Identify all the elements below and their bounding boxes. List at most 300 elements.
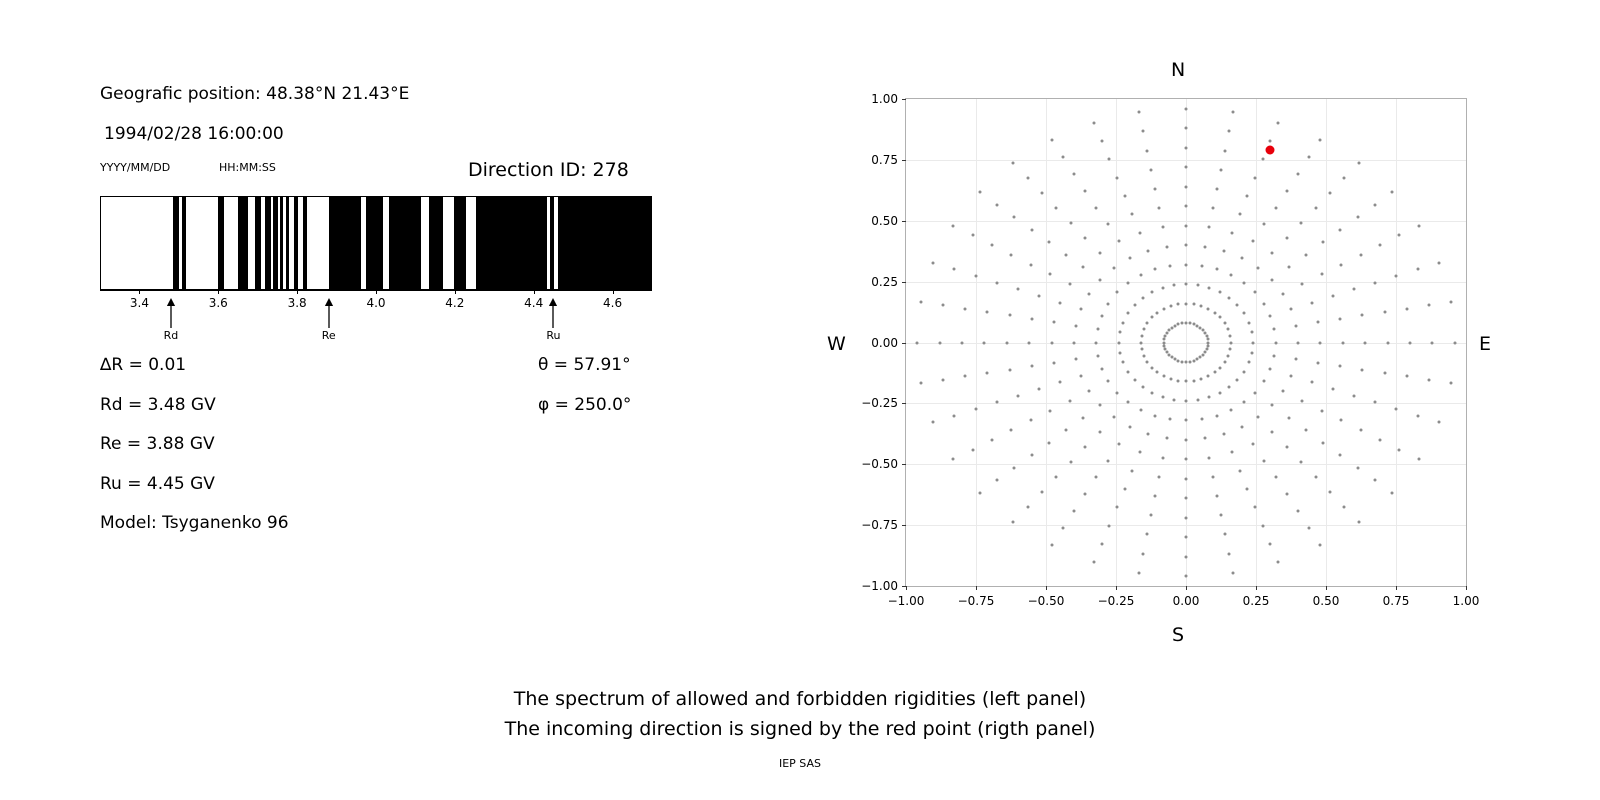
direction-dot <box>1251 351 1254 354</box>
direction-dot <box>1181 322 1184 325</box>
y-tick-label: −0.50 <box>861 457 898 472</box>
direction-dot <box>1185 127 1188 130</box>
direction-dot <box>1116 291 1119 294</box>
direction-dot <box>1049 273 1052 276</box>
direction-dot <box>1301 283 1304 286</box>
direction-dot <box>1150 366 1153 369</box>
direction-dot <box>1287 416 1290 419</box>
direction-dot <box>1361 314 1364 317</box>
direction-dot <box>1142 552 1145 555</box>
direction-dot <box>932 261 935 264</box>
x-tick-label: −0.75 <box>957 594 995 608</box>
direction-dot <box>1162 307 1165 310</box>
direction-dot <box>1305 429 1308 432</box>
direction-dot <box>1270 404 1273 407</box>
y-tick-label: −0.75 <box>861 518 898 533</box>
direction-dot <box>1173 358 1176 361</box>
direction-dot <box>995 401 998 404</box>
direction-dot <box>1207 375 1210 378</box>
direction-dot <box>1285 237 1288 240</box>
direction-dot <box>1084 189 1087 192</box>
direction-dot <box>1138 571 1141 574</box>
datetime-label: 1994/02/28 16:00:00 <box>104 124 284 144</box>
x-tick-label: −0.50 <box>1027 594 1065 608</box>
gridline-horizontal <box>906 160 1466 161</box>
direction-dot <box>1037 388 1040 391</box>
direction-dot <box>1113 416 1116 419</box>
direction-dot <box>1230 451 1233 454</box>
direction-dot <box>1149 168 1152 171</box>
direction-dot <box>1061 155 1064 158</box>
direction-dot <box>1177 323 1180 326</box>
axis-tick <box>218 290 219 294</box>
direction-dot <box>1058 381 1061 384</box>
direction-dot <box>1177 303 1180 306</box>
direction-dot <box>1427 304 1430 307</box>
direction-dot <box>1185 497 1188 500</box>
direction-dot <box>1242 281 1245 284</box>
direction-dot <box>1227 328 1230 331</box>
direction-dot <box>1100 140 1103 143</box>
direction-dot <box>1332 294 1335 297</box>
direction-dot <box>1084 237 1087 240</box>
date-format-hint: YYYY/MM/DD <box>100 161 171 174</box>
direction-dot <box>1117 442 1120 445</box>
direction-dot <box>1212 475 1215 478</box>
direction-dot <box>1339 317 1342 320</box>
direction-dot <box>1322 241 1325 244</box>
direction-dot <box>1099 278 1102 281</box>
direction-dot <box>1185 516 1188 519</box>
direction-dot <box>1181 360 1184 363</box>
direction-dot <box>1084 493 1087 496</box>
direction-dot <box>1269 140 1272 143</box>
direction-dot <box>991 244 994 247</box>
direction-dot <box>1162 338 1165 341</box>
direction-dot <box>1170 356 1173 359</box>
y-axis-tick <box>902 343 906 344</box>
direction-dot <box>1163 348 1166 351</box>
direction-dot <box>1216 188 1219 191</box>
direction-dot <box>1317 361 1320 364</box>
direction-dot <box>1127 281 1130 284</box>
direction-dot <box>1320 409 1323 412</box>
direction-dot <box>995 281 998 284</box>
direction-dot <box>1165 351 1168 354</box>
axis-tick <box>376 290 377 294</box>
direction-dot <box>1378 438 1381 441</box>
direction-dot <box>1200 264 1203 267</box>
direction-dot <box>1185 399 1188 402</box>
direction-dot <box>1453 341 1456 344</box>
direction-dot <box>1356 466 1359 469</box>
direction-dot <box>1100 314 1103 317</box>
direction-dot <box>1246 195 1249 198</box>
caption-line-1: The spectrum of allowed and forbidden rigidities (left panel) <box>513 688 1087 710</box>
direction-dot <box>1153 494 1156 497</box>
direction-dot <box>1343 505 1346 508</box>
direction-dot <box>1113 266 1116 269</box>
x-axis-tick <box>906 586 907 590</box>
direction-dot <box>1253 291 1256 294</box>
axis-tick-label: 4.6 <box>603 296 623 310</box>
direction-dot <box>1207 286 1210 289</box>
gridline-horizontal <box>906 525 1466 526</box>
direction-dot <box>938 341 941 344</box>
direction-dot <box>1088 292 1091 295</box>
direction-dot <box>1030 317 1033 320</box>
y-axis-tick <box>902 403 906 404</box>
direction-panel <box>760 0 1600 800</box>
direction-dot <box>1271 431 1274 434</box>
direction-dot <box>1332 388 1335 391</box>
direction-dot <box>1177 359 1180 362</box>
direction-dot <box>1281 390 1284 393</box>
direction-dot <box>1409 341 1412 344</box>
direction-dot <box>1248 361 1251 364</box>
direction-dot <box>1131 213 1134 216</box>
direction-dot <box>1196 283 1199 286</box>
direction-dot <box>1079 374 1082 377</box>
y-axis-tick <box>902 282 906 283</box>
direction-dot <box>1301 399 1304 402</box>
direction-dot <box>1133 379 1136 382</box>
direction-dot <box>1395 408 1398 411</box>
direction-dot <box>1167 354 1170 357</box>
axis-tick-label: 4.4 <box>524 296 544 310</box>
direction-dot <box>942 378 945 381</box>
direction-dot <box>996 479 999 482</box>
forbidden-band <box>286 197 290 289</box>
spectrum-panel <box>0 0 760 800</box>
forbidden-band <box>238 197 247 289</box>
stat-re: Re = 3.88 GV <box>100 434 215 454</box>
direction-dot <box>1185 302 1188 305</box>
direction-dot <box>1108 158 1111 161</box>
direction-dot <box>1271 251 1274 254</box>
axis-tick-label: 3.4 <box>129 296 149 310</box>
direction-dot <box>1227 130 1230 133</box>
direction-dot <box>1157 207 1160 210</box>
direction-dot <box>1162 286 1165 289</box>
direction-dot <box>1449 382 1452 385</box>
direction-dot <box>1200 378 1203 381</box>
direction-dot <box>1026 177 1029 180</box>
direction-dot <box>1223 433 1226 436</box>
direction-dot <box>1146 322 1149 325</box>
direction-dot <box>1140 341 1143 344</box>
direction-dot <box>1405 375 1408 378</box>
y-tick-label: 0.25 <box>871 274 898 289</box>
direction-dot <box>1317 321 1320 324</box>
direction-dot <box>1378 244 1381 247</box>
direction-dot <box>1373 203 1376 206</box>
direction-dot <box>1300 460 1303 463</box>
axis-tick-label: 4.2 <box>445 296 465 310</box>
direction-dot <box>1227 552 1230 555</box>
direction-dot <box>1008 314 1011 317</box>
direction-dot <box>1151 392 1154 395</box>
x-tick-label: −1.00 <box>887 594 925 608</box>
forbidden-band <box>329 197 361 289</box>
direction-dot <box>1357 162 1360 165</box>
x-tick-label: 0.50 <box>1312 594 1340 608</box>
direction-dot <box>1374 401 1377 404</box>
y-tick-label: 0.00 <box>871 335 898 350</box>
direction-dot <box>1261 524 1264 527</box>
gridline-horizontal <box>906 343 1466 344</box>
marker-label: Rd <box>163 329 179 342</box>
direction-dot <box>1202 354 1205 357</box>
direction-dot <box>1238 213 1241 216</box>
direction-dot <box>1140 274 1143 277</box>
direction-dot <box>964 307 967 310</box>
direction-dot <box>1028 341 1031 344</box>
direction-dot <box>932 421 935 424</box>
direction-dot <box>1431 341 1434 344</box>
direction-dot <box>1200 418 1203 421</box>
direction-dot <box>1123 487 1126 490</box>
direction-dot <box>1030 454 1033 457</box>
direction-dot <box>1199 356 1202 359</box>
direction-dot <box>1055 475 1058 478</box>
direction-dot <box>1416 268 1419 271</box>
y-tick-label: −1.00 <box>861 579 898 593</box>
direction-dot <box>1095 206 1098 209</box>
direction-dot <box>1141 386 1144 389</box>
direction-dot <box>1297 341 1300 344</box>
direction-dot <box>1227 354 1230 357</box>
direction-dot <box>1287 266 1290 269</box>
direction-dot <box>1163 334 1166 337</box>
forbidden-band <box>429 197 443 289</box>
direction-dot <box>1252 240 1255 243</box>
direction-dot <box>1185 322 1188 325</box>
direction-dot <box>1248 321 1251 324</box>
direction-dot <box>1357 520 1360 523</box>
direction-dot <box>1073 510 1076 513</box>
direction-dot <box>1037 294 1040 297</box>
stat-delta-r: ∆R = 0.01 <box>100 355 187 375</box>
direction-dot <box>1223 322 1226 325</box>
direction-dot <box>1116 506 1119 509</box>
direction-dot <box>1185 380 1188 383</box>
direction-dot <box>1126 312 1129 315</box>
direction-id-label: Direction ID: 278 <box>468 159 629 181</box>
stat-theta: θ = 57.91° <box>538 355 631 375</box>
stat-model: Model: Tsyganenko 96 <box>100 513 289 533</box>
direction-dot <box>1146 360 1149 363</box>
direction-dot <box>1169 418 1172 421</box>
direction-dot <box>1107 302 1110 305</box>
direction-dot <box>1069 460 1072 463</box>
direction-dot <box>1241 425 1244 428</box>
direction-dot <box>1339 454 1342 457</box>
direction-dot <box>1150 316 1153 319</box>
x-axis-tick <box>1046 586 1047 590</box>
stat-ru: Ru = 4.45 GV <box>100 474 215 494</box>
rigidity-spectrum-bar <box>100 196 652 290</box>
stat-rd: Rd = 3.48 GV <box>100 395 216 415</box>
direction-dot <box>1073 341 1076 344</box>
direction-dot <box>1285 493 1288 496</box>
direction-dot <box>1074 358 1077 361</box>
direction-dot <box>1149 514 1152 517</box>
direction-dot <box>1314 207 1317 210</box>
direction-dot <box>1162 375 1165 378</box>
direction-dot <box>1068 399 1071 402</box>
direction-dot <box>1162 341 1165 344</box>
x-axis-tick <box>1396 586 1397 590</box>
y-tick-label: −0.25 <box>861 396 898 411</box>
direction-dot <box>1263 223 1266 226</box>
direction-dot <box>1295 358 1298 361</box>
direction-dot <box>983 341 986 344</box>
forbidden-band <box>558 197 652 289</box>
axis-tick-label: 4.0 <box>366 296 386 310</box>
direction-dot <box>1196 358 1199 361</box>
direction-dot <box>986 311 989 314</box>
direction-dot <box>1390 191 1393 194</box>
direction-dot <box>1215 414 1218 417</box>
direction-dot <box>1010 253 1013 256</box>
y-axis-tick <box>902 525 906 526</box>
direction-dot <box>1216 494 1219 497</box>
direction-dot <box>1215 268 1218 271</box>
forbidden-band <box>273 197 277 289</box>
direction-dot <box>1073 172 1076 175</box>
direction-dot <box>1116 176 1119 179</box>
direction-dot <box>1161 456 1164 459</box>
direction-dot <box>1386 341 1389 344</box>
direction-dot <box>1146 433 1149 436</box>
direction-dot <box>1064 429 1067 432</box>
direction-dot <box>1129 425 1132 428</box>
direction-dot <box>1281 292 1284 295</box>
direction-dot <box>1276 121 1279 124</box>
direction-dot <box>1041 490 1044 493</box>
direction-dot <box>1026 505 1029 508</box>
forbidden-band <box>218 197 224 289</box>
direction-dot <box>1185 107 1188 110</box>
axis-tick <box>613 290 614 294</box>
direction-dot <box>1106 223 1109 226</box>
forbidden-band <box>182 197 186 289</box>
direction-dot <box>1139 231 1142 234</box>
direction-dot <box>1200 304 1203 307</box>
direction-dot <box>1223 360 1226 363</box>
direction-dot <box>1096 355 1099 358</box>
direction-dot <box>971 448 974 451</box>
direction-dot <box>1142 354 1145 357</box>
direction-dot <box>1341 341 1344 344</box>
direction-dot <box>1253 391 1256 394</box>
direction-dot <box>1208 456 1211 459</box>
direction-dot <box>1328 490 1331 493</box>
direction-dot <box>1151 290 1154 293</box>
direction-dot <box>1185 555 1188 558</box>
direction-dot <box>1005 341 1008 344</box>
direction-dot <box>1192 303 1195 306</box>
direction-dot <box>1319 139 1322 142</box>
direction-dot <box>1207 307 1210 310</box>
direction-dot <box>1223 249 1226 252</box>
compass-east-label: E <box>1479 333 1492 355</box>
direction-dot <box>1243 370 1246 373</box>
marker-label: Re <box>321 329 336 342</box>
axis-tick-label: 3.6 <box>208 296 228 310</box>
direction-dot <box>1223 533 1226 536</box>
direction-dot <box>1156 371 1159 374</box>
caption-line-2: The incoming direction is signed by the red point (rigth panel) <box>504 718 1096 740</box>
direction-dot <box>1311 381 1314 384</box>
direction-dot <box>1069 222 1072 225</box>
direction-dot <box>1050 341 1053 344</box>
axis-tick <box>139 290 140 294</box>
direction-dot <box>1126 370 1129 373</box>
direction-dot <box>1127 401 1130 404</box>
direction-dot <box>1223 149 1226 152</box>
axis-tick <box>297 290 298 294</box>
direction-dot <box>1029 263 1032 266</box>
forbidden-band <box>294 197 298 289</box>
direction-dot <box>1139 451 1142 454</box>
direction-dot <box>1305 253 1308 256</box>
x-axis-tick <box>1116 586 1117 590</box>
direction-dot <box>1373 479 1376 482</box>
direction-dot <box>1251 331 1254 334</box>
direction-dot <box>1185 419 1188 422</box>
y-tick-label: 0.75 <box>871 152 898 167</box>
direction-dot <box>991 438 994 441</box>
direction-dot <box>1231 571 1234 574</box>
direction-dot <box>1398 448 1401 451</box>
direction-dot <box>1185 185 1188 188</box>
direction-dot <box>1204 437 1207 440</box>
direction-dot <box>1016 394 1019 397</box>
direction-dot <box>1049 409 1052 412</box>
direction-dot <box>1141 296 1144 299</box>
polar-plot-area <box>905 98 1467 587</box>
direction-dot <box>1449 300 1452 303</box>
direction-dot <box>1276 561 1279 564</box>
y-axis-tick <box>902 99 906 100</box>
direction-dot <box>1359 429 1362 432</box>
direction-dot <box>1047 441 1050 444</box>
direction-dot <box>1192 379 1195 382</box>
x-tick-label: 0.75 <box>1382 594 1410 608</box>
direction-dot <box>1269 368 1272 371</box>
direction-dot <box>1220 168 1223 171</box>
direction-dot <box>952 224 955 227</box>
direction-dot <box>1297 510 1300 513</box>
forbidden-band <box>366 197 383 289</box>
direction-dot <box>1256 266 1259 269</box>
direction-dot <box>1012 520 1015 523</box>
direction-dot <box>1068 283 1071 286</box>
direction-dot <box>1269 542 1272 545</box>
direction-dot <box>1142 130 1145 133</box>
direction-dot <box>1108 524 1111 527</box>
direction-dot <box>1269 314 1272 317</box>
direction-dot <box>1008 368 1011 371</box>
direction-dot <box>920 300 923 303</box>
direction-dot <box>1107 380 1110 383</box>
direction-dot <box>1220 514 1223 517</box>
direction-dot <box>1050 543 1053 546</box>
direction-dot <box>1169 378 1172 381</box>
x-axis-tick <box>1326 586 1327 590</box>
